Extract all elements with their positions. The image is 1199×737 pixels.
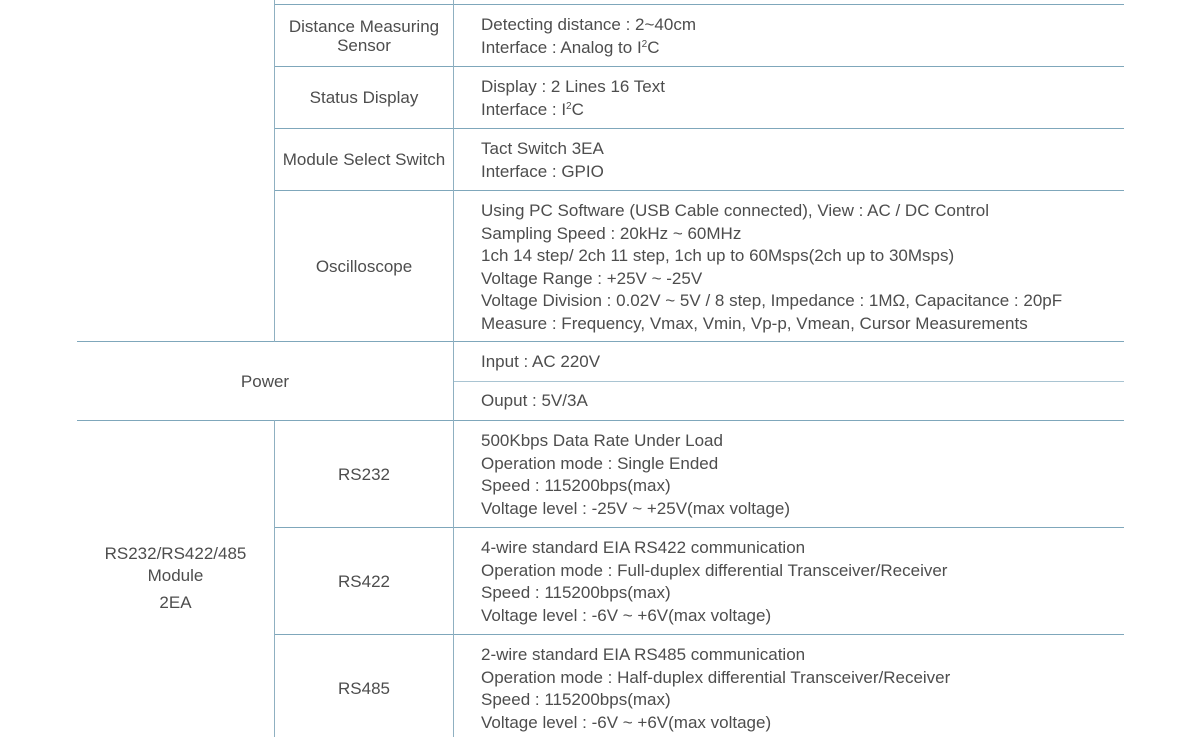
rs422-spec [481, 537, 947, 627]
label-line: Distance Measuring [288, 16, 440, 36]
rs-module-label [77, 421, 274, 737]
spec-line: 4-wire standard EIA RS422 communication [481, 538, 806, 557]
spec-line: Sampling Speed : 20kHz ~ 60MHz [481, 223, 742, 243]
label-line: Module Select Switch [282, 150, 446, 169]
spec-line: Speed : 115200bps(max) [481, 476, 671, 495]
spec-line: Operation mode : Half-duplex differential Transceiver/Receiver [481, 667, 951, 687]
spec-line: Display : 2 Lines 16 Text [481, 77, 665, 96]
spec-line: 500Kbps Data Rate Under Load [481, 431, 723, 450]
spec-line: Interface : $I^2C$ [481, 99, 584, 119]
label-line: Power [240, 371, 290, 391]
spec-line: 1ch 14 step/ 2ch 11 step, 1ch up to 60Msps(2ch up to 30Msps) [481, 246, 955, 265]
column-divider [453, 341, 454, 421]
status-display-label [275, 67, 453, 128]
label-line: Module [147, 565, 204, 585]
label-line: RS485 [338, 678, 390, 698]
spec-line: Measure : Frequency, Vmax, Vmin, Vp-p, Vmean, Cursor Measurements [481, 313, 1028, 333]
spec-line: Operation mode : Single Ended [481, 453, 719, 473]
spec-line: Voltage level : -25V ~ +25V(max voltage) [481, 498, 791, 518]
distance-sensor-label [275, 5, 453, 66]
spec-line: Voltage Division : 0.02V ~ 5V / 8 step, Impedance : 1MΩ, Capacitance : 20pF [481, 291, 1063, 310]
label-line: RS422 [338, 571, 390, 591]
spec-line: Using PC Software (USB Cable connected), View : AC / DC Control [481, 201, 990, 220]
rs232-spec [481, 430, 790, 520]
row-divider [453, 381, 1124, 382]
label-line: RS232 [338, 464, 390, 484]
spec-line: Speed : 115200bps(max) [481, 690, 671, 709]
spec-line: 2-wire standard EIA RS485 communication [481, 645, 806, 664]
rs485-spec [481, 644, 950, 734]
oscilloscope-label [275, 191, 453, 341]
spec-line: Voltage level : -6V ~ +6V(max voltage) [481, 605, 772, 625]
rs485-label [275, 635, 453, 737]
spec-line: Voltage level : -6V ~ +6V(max voltage) [481, 712, 772, 732]
spec-line: Operation mode : Full-duplex differential Transceiver/Receiver [481, 560, 948, 580]
column-divider [453, 0, 454, 342]
module-switch-label [275, 129, 453, 190]
spec-line: Ouput : 5V/3A [481, 391, 588, 410]
module-switch-spec [481, 138, 604, 183]
label-line: Oscilloscope [315, 256, 413, 276]
spec-line: Interface : Analog to $I^2C$ [481, 37, 660, 57]
status-display-spec [481, 76, 665, 121]
label-line: 2EA [159, 592, 192, 612]
spec-line: Speed : 115200bps(max) [481, 583, 671, 602]
power-label [77, 342, 453, 420]
spec-line: Voltage Range : +25V ~ -25V [481, 268, 703, 288]
spec-line: Interface : GPIO [481, 161, 604, 181]
oscilloscope-spec [481, 200, 1062, 335]
rs232-label [275, 421, 453, 527]
power-output-spec [481, 390, 588, 413]
label-line: Status Display [309, 88, 419, 107]
label-line: RS232/RS422/485 [104, 543, 247, 563]
spec-line: Detecting distance : 2~40cm [481, 15, 696, 34]
spec-line: Input : AC 220V [481, 352, 601, 371]
column-divider [453, 420, 454, 737]
label-line: Sensor [337, 35, 391, 55]
spec-line: Tact Switch 3EA [481, 139, 604, 158]
rs422-label [275, 528, 453, 634]
power-input-spec [481, 351, 600, 374]
distance-sensor-spec [481, 14, 696, 59]
